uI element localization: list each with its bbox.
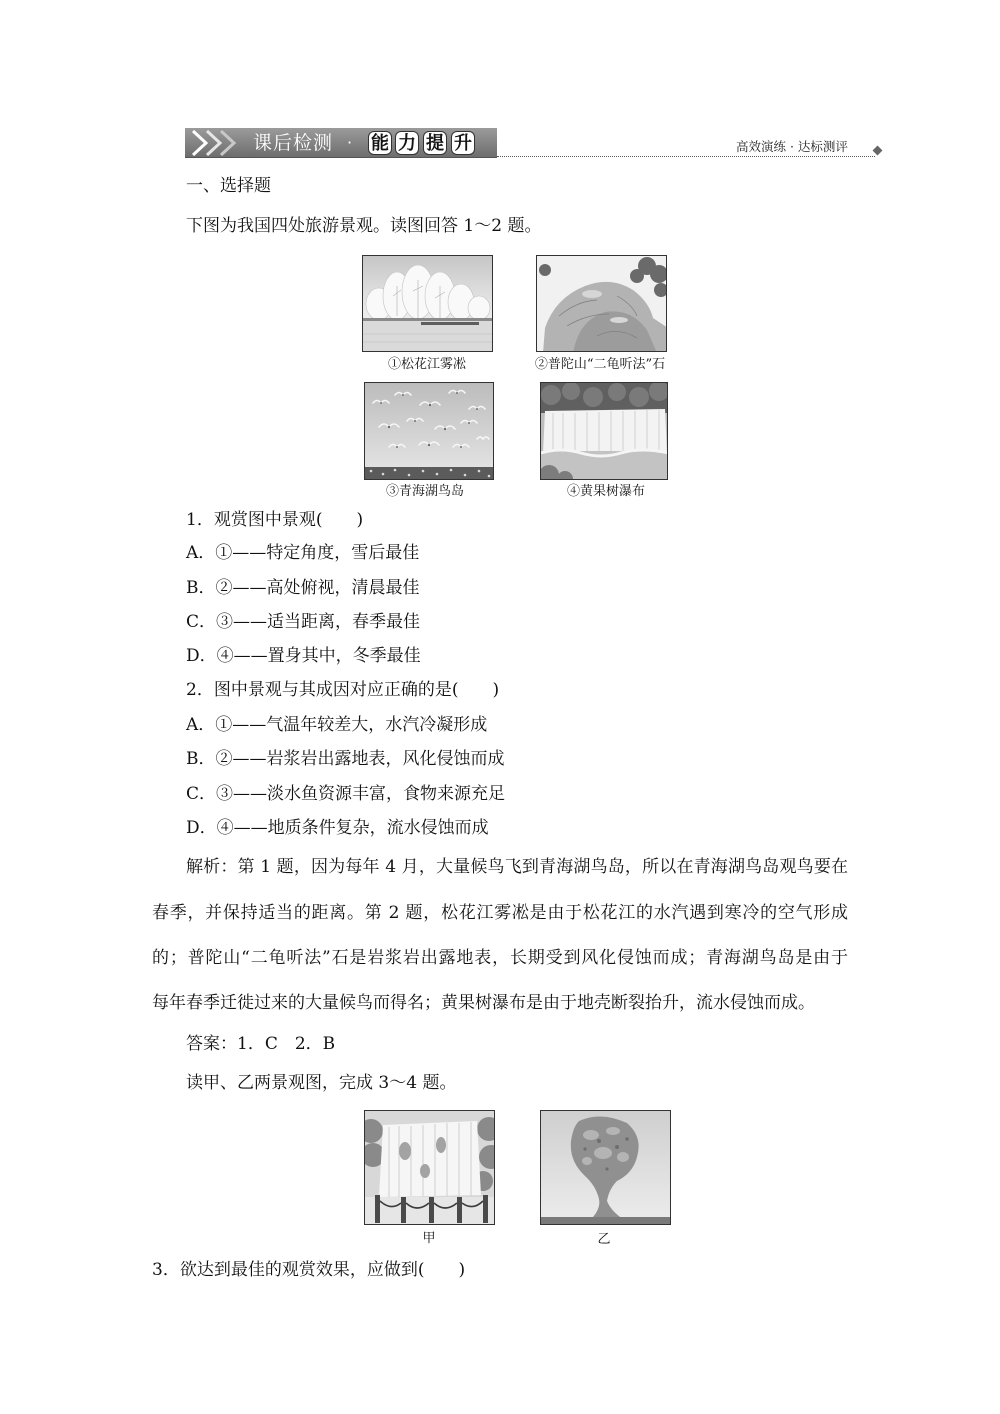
photo-putuo-rock [536, 255, 667, 352]
analysis-line: 的；普陀山“二龟听法”石是岩浆岩出露地表，长期受到风化侵蚀而成；青海湖鸟岛是由于 [152, 948, 848, 968]
photo-songhua-rime [362, 255, 493, 352]
figure-caption: ①松花江雾凇 [387, 357, 467, 372]
header-dotted-rule [497, 156, 875, 157]
group-2-intro: 读甲、乙两景观图，完成 3～4 题。 [186, 1073, 457, 1093]
figure-caption: ③青海湖鸟岛 [385, 484, 465, 499]
question-option: B．②——岩浆岩出露地表，风化侵蚀而成 [186, 749, 505, 769]
photo-jia-waterfall [364, 1110, 495, 1225]
question-option: C．③——适当距离，春季最佳 [186, 612, 421, 632]
question-stem: 3．欲达到最佳的观赏效果，应做到( ) [152, 1260, 466, 1280]
group-1-intro: 下图为我国四处旅游景观。读图回答 1～2 题。 [186, 216, 542, 236]
question-stem: 1．观赏图中景观( ) [186, 510, 364, 530]
banner-emphasis-char: 能 [368, 131, 392, 155]
answer-line: 答案：1．C 2．B [186, 1034, 336, 1054]
question-option: C．③——淡水鱼资源丰富，食物来源充足 [186, 784, 506, 804]
analysis-line: 解析：第 1 题，因为每年 4 月，大量候鸟飞到青海湖鸟岛，所以在青海湖鸟岛观鸟要在 [186, 857, 848, 877]
analysis-line: 每年春季迁徙过来的大量候鸟而得名；黄果树瀑布是由于地壳断裂抬升，流水侵蚀而成。 [152, 993, 815, 1013]
photo-yi-rock [540, 1110, 671, 1225]
diamond-icon [873, 146, 883, 156]
question-option: D．④——置身其中，冬季最佳 [186, 646, 421, 666]
photo-huangguoshu-waterfall [540, 382, 668, 480]
header-right-tag: 高效演练 · 达标测评 [736, 139, 848, 154]
figure-caption: ④黄果树瀑布 [566, 484, 646, 499]
question-stem: 2．图中景观与其成因对应正确的是( ) [186, 680, 500, 700]
banner-emphasis-char: 提 [423, 131, 447, 155]
banner-title: 课后检测 [253, 132, 334, 154]
question-option: A．①——气温年较差大，水汽冷凝形成 [186, 715, 488, 735]
photo-qinghai-bird-island [364, 382, 494, 480]
question-option: D．④——地质条件复杂，流水侵蚀而成 [186, 818, 489, 838]
figure-caption: ②普陀山“二龟听法”石 [534, 357, 666, 372]
banner-separator: · [347, 133, 353, 152]
figure-caption: 甲 [422, 1231, 436, 1246]
banner-emphasis-char: 力 [395, 131, 419, 155]
section-banner [185, 128, 497, 158]
question-option: B．②——高处俯视，清晨最佳 [186, 578, 420, 598]
analysis-line: 春季，并保持适当的距离。第 2 题，松花江雾凇是由于松花江的水汽遇到寒冷的空气形成 [152, 903, 848, 923]
figure-caption: 乙 [597, 1232, 611, 1247]
section-heading: 一、选择题 [186, 176, 271, 196]
question-option: A．①——特定角度，雪后最佳 [186, 543, 420, 563]
banner-underline [185, 157, 497, 158]
chevrons-icon [187, 128, 249, 158]
banner-emphasis-char: 升 [451, 131, 475, 155]
